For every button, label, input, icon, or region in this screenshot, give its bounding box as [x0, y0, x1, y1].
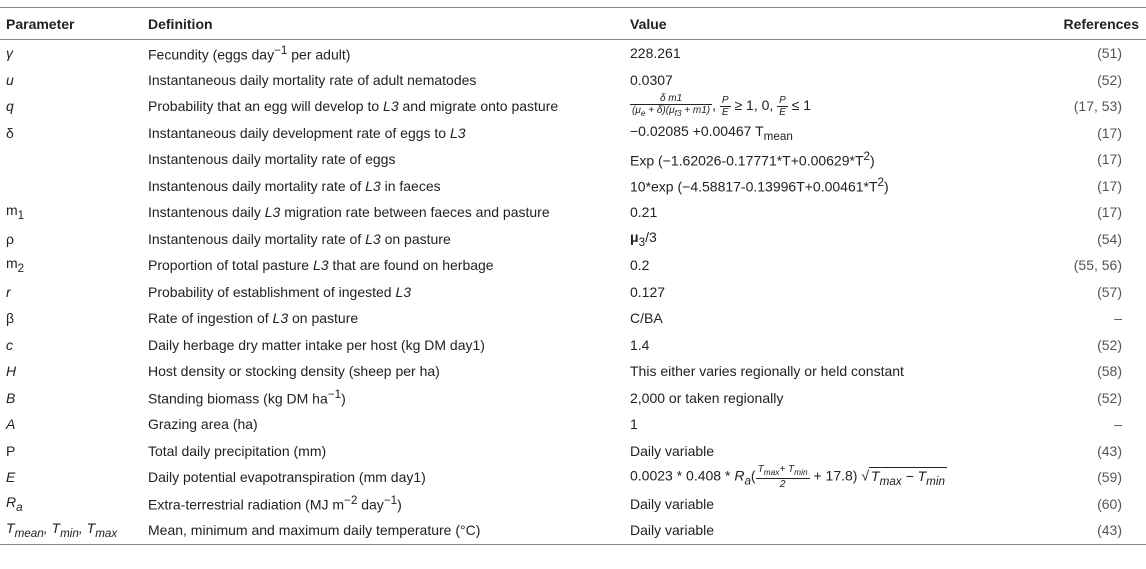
table-row [0, 305, 1146, 332]
cell-definition: Instantaneous daily development rate of eggs to L3 [148, 124, 466, 141]
cell-value: 1 [630, 416, 638, 433]
cell-reference: (17) [1097, 124, 1122, 141]
cell-reference: (17) [1097, 204, 1122, 221]
cell-reference: (43) [1097, 442, 1122, 459]
cell-definition: Probability that an egg will develop to L3 and migrate onto pasture [148, 98, 559, 115]
cell-definition: Instantenous daily L3 migration rate between faeces and pasture [148, 204, 550, 221]
cell-parameter [0, 173, 148, 200]
table-row [0, 93, 1146, 120]
header-row [0, 8, 1146, 40]
cell-reference: – [1114, 310, 1122, 327]
table-row [0, 385, 1146, 412]
cell-definition: Total daily precipitation (mm) [148, 442, 327, 459]
cell-value: −0.02085 +0.00467 $T_{mean}$ [630, 122, 793, 143]
cell-parameter: r [6, 283, 11, 300]
header-value: Value [630, 8, 1037, 40]
header-parameter: Parameter [0, 8, 148, 40]
table-row [0, 464, 1146, 491]
cell-value: 2,000 or taken regionally [630, 389, 784, 406]
table-row [0, 199, 1146, 226]
cell-value: Daily variable [630, 442, 715, 459]
header-definition: Definition [148, 8, 630, 40]
cell-definition: Standing biomass (kg DM $ha^{-1}$) [148, 388, 346, 408]
table-row [0, 40, 1146, 67]
cell-parameter: c [6, 336, 13, 353]
table-body [0, 40, 1146, 545]
cell-definition: Instantaneous daily mortality rate of adult nematodes [148, 71, 477, 88]
cell-reference: (17) [1097, 177, 1122, 194]
table-row [0, 438, 1146, 465]
cell-definition: Fecundity (eggs day$^{-1}$ per adult) [148, 43, 351, 63]
cell-parameter: ρ [6, 230, 14, 247]
cell-parameter: β [6, 310, 15, 327]
cell-reference: (17) [1097, 151, 1122, 168]
table-row [0, 517, 1146, 544]
table-row [0, 67, 1146, 94]
cell-value: 0.0307 [630, 71, 673, 88]
cell-parameter: u [6, 71, 14, 88]
cell-value: $\frac{\text{δ m1}}{(\mu_e + \delta)(\mu_{f3} + m1)}$ , $\frac{P}{E}$ ≥ 1, 0, $\frac{P}{E}$ ≤ 1 [632, 93, 812, 119]
cell-reference: (57) [1097, 283, 1122, 300]
table-row [0, 358, 1146, 385]
cell-definition: Grazing area (ha) [148, 416, 258, 433]
cell-definition: Daily potential evapotranspiration (mm day1) [148, 469, 426, 486]
parameter-table [0, 7, 1146, 545]
cell-parameter: γ [6, 45, 13, 62]
cell-parameter: E [6, 469, 16, 486]
cell-definition: Daily herbage dry matter intake per host (kg DM day1) [148, 336, 485, 353]
cell-definition: Rate of ingestion of L3 on pasture [148, 310, 359, 327]
table-row [0, 120, 1146, 147]
cell-reference: (52) [1097, 71, 1122, 88]
cell-definition: Extra-terrestrial radiation (MJ $m^{-2}$ day$^{-1}$) [148, 494, 402, 514]
cell-parameter: P [6, 442, 16, 459]
cell-parameter: $m_1$ [6, 202, 25, 223]
table-row [0, 411, 1146, 438]
cell-definition: Instantenous daily mortality rate of L3 on pasture [148, 230, 451, 247]
table-row [0, 332, 1146, 359]
table-row [0, 279, 1146, 306]
cell-reference: (59) [1097, 469, 1122, 486]
cell-reference: – [1114, 416, 1122, 433]
cell-reference: (17, 53) [1073, 98, 1122, 115]
cell-definition: Mean, minimum and maximum daily temperature (°C) [148, 517, 630, 544]
table-row [0, 226, 1146, 253]
table-row [0, 252, 1146, 279]
table-row [0, 146, 1146, 173]
cell-value: 0.21 [630, 204, 658, 221]
cell-definition: Probability of establishment of ingested L3 [148, 283, 412, 300]
cell-reference: (55, 56) [1073, 257, 1122, 274]
cell-value: 0.127 [630, 283, 666, 300]
cell-parameter: H [6, 363, 17, 380]
cell-reference: (58) [1097, 363, 1122, 380]
cell-value: This either varies regionally or held constant [630, 363, 904, 380]
cell-value: Daily variable [630, 495, 715, 512]
cell-definition: Host density or stocking density (sheep per ha) [148, 363, 440, 380]
cell-value: Exp $(-1.62026-0.17771*T+0.00629*T^2)$ [630, 149, 875, 169]
cell-parameter [0, 146, 148, 173]
cell-parameter: B [6, 389, 16, 406]
header-references: References [1037, 8, 1146, 40]
table-row [0, 173, 1146, 200]
cell-reference: (52) [1097, 389, 1122, 406]
cell-parameter: A [6, 416, 16, 433]
cell-parameter: $R_a$ [6, 493, 23, 514]
cell-value: Daily variable [630, 517, 1037, 544]
cell-value: 228.261 [630, 45, 681, 62]
cell-definition: Proportion of total pasture L3 that are found on herbage [148, 257, 494, 274]
cell-value: C/BA [630, 310, 663, 327]
cell-value: 0.2 [630, 257, 650, 274]
table-row [0, 491, 1146, 518]
cell-value: 1.4 [630, 336, 650, 353]
cell-reference: (43) [1037, 517, 1146, 544]
cell-definition: Instantenous daily mortality rate of L3 in faeces [148, 177, 441, 194]
cell-parameter: δ [6, 124, 14, 141]
cell-reference: (51) [1097, 45, 1122, 62]
cell-definition: Instantenous daily mortality rate of eggs [148, 151, 396, 168]
cell-value: $\mu_3/3$ [630, 228, 657, 249]
cell-reference: (52) [1097, 336, 1122, 353]
cell-reference: (60) [1097, 495, 1122, 512]
cell-value: $0.0023 * 0.408 * R_a$( $\frac{T_{max}+ T_{min}}{2}$ + 17.8) √ $T_{max} - T_{min}$ [630, 464, 945, 491]
cell-parameter: $T_{mean}$, $T_{min}$, $T_{max}$ [0, 517, 148, 544]
cell-parameter: $m_2$ [6, 255, 25, 276]
cell-value: 10*exp $(-4.58817-0.13996T+0.00461*T^2)$ [630, 176, 889, 196]
cell-parameter: q [6, 98, 14, 115]
cell-reference: (54) [1097, 230, 1122, 247]
